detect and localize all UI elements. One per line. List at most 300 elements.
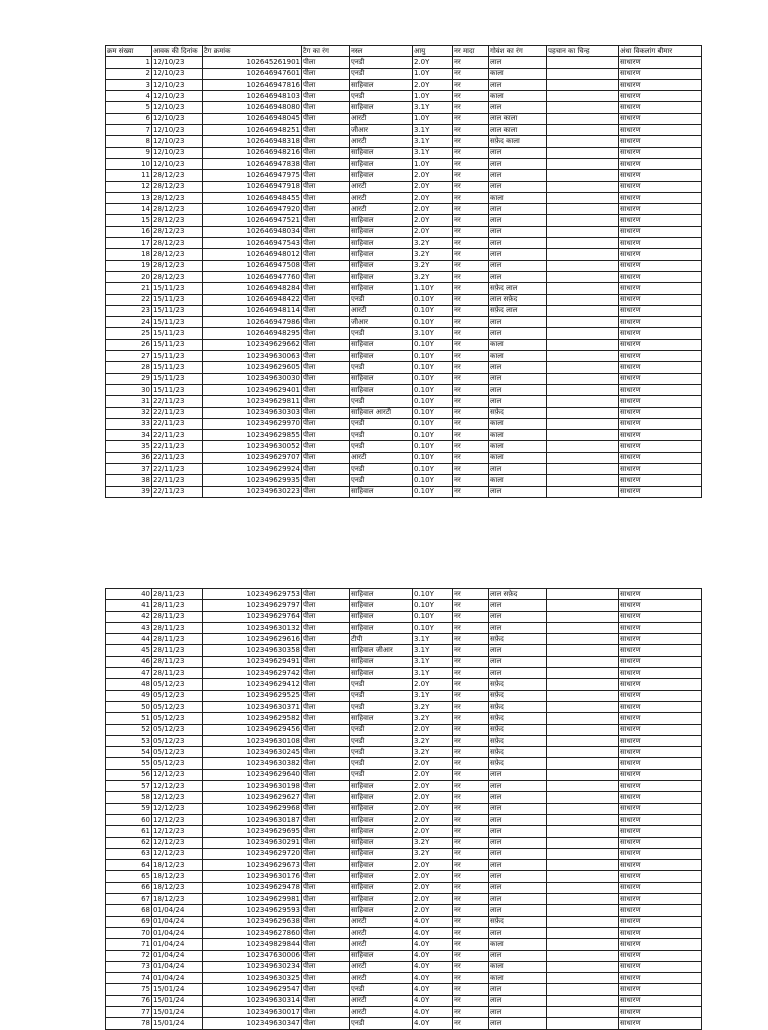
table-row [106,463,702,474]
cell-sex: नर [453,486,489,497]
cell-sex: नर [453,305,489,316]
cell-age: 3.1Y [413,102,453,113]
cell-tag-number: 102349629753 [203,589,302,600]
cell-tag-number: 102349629924 [203,463,302,474]
cell-serial-number: 75 [106,984,152,995]
cell-serial-number: 20 [106,271,152,282]
cell-sex: नर [453,622,489,633]
cell-arrival-date: 12/10/23 [152,102,203,113]
cell-serial-number: 66 [106,882,152,893]
cell-tag-color: पीला [302,215,350,226]
cell-sex: नर [453,939,489,950]
cell-health-status: साधारण [619,249,702,260]
cell-breed: एनडी [350,735,413,746]
cell-serial-number: 44 [106,634,152,645]
cell-tag-number: 102349629695 [203,826,302,837]
cell-tag-color: पीला [302,452,350,463]
cell-tag-color: पीला [302,418,350,429]
cell-tag-number: 102349630245 [203,747,302,758]
cell-age: 1.10Y [413,283,453,294]
cell-sex: नर [453,690,489,701]
cell-tag-color: पीला [302,170,350,181]
cell-breed: साहिवाल [350,894,413,905]
cell-sex: नर [453,283,489,294]
table-row [106,373,702,384]
cell-tag-number: 102349630303 [203,407,302,418]
cell-tag-number: 102349630132 [203,622,302,633]
cell-health-status: साधारण [619,724,702,735]
cell-serial-number: 27 [106,351,152,362]
cell-identification-mark [547,679,619,690]
cell-health-status: साधारण [619,362,702,373]
cell-sex: नर [453,68,489,79]
cell-tag-color: पीला [302,871,350,882]
cell-age: 0.10Y [413,384,453,395]
cell-arrival-date: 28/12/23 [152,192,203,203]
cell-identification-mark [547,645,619,656]
cell-identification-mark [547,57,619,68]
cell-cattle-color: लाल [489,656,547,667]
cell-arrival-date: 28/11/23 [152,645,203,656]
cell-identification-mark [547,950,619,961]
cell-cattle-color: लाल [489,950,547,961]
cell-serial-number: 70 [106,927,152,938]
table-row [106,339,702,350]
cell-cattle-color: काला [489,192,547,203]
cell-tag-color: पीला [302,113,350,124]
cell-health-status: साधारण [619,91,702,102]
cell-tag-color: पीला [302,192,350,203]
cell-age: 2.0Y [413,781,453,792]
cell-sex: नर [453,905,489,916]
cell-cattle-color: लाल सफ़ेद [489,294,547,305]
cell-health-status: साधारण [619,260,702,271]
cell-age: 4.0Y [413,973,453,984]
cell-identification-mark [547,837,619,848]
header-breed: नस्ल [350,46,413,57]
cell-age: 3.1Y [413,668,453,679]
cell-identification-mark [547,407,619,418]
header-health-status: अंधा विकलांग बीमार [619,46,702,57]
cell-arrival-date: 12/10/23 [152,125,203,136]
table-row [106,837,702,848]
table-row [106,418,702,429]
cell-identification-mark [547,894,619,905]
cell-serial-number: 43 [106,622,152,633]
cell-tag-number: 102646947760 [203,271,302,282]
table-row [106,882,702,893]
cell-serial-number: 21 [106,283,152,294]
cell-breed: एनडी [350,463,413,474]
cell-serial-number: 49 [106,690,152,701]
cell-cattle-color: लाल [489,317,547,328]
cell-sex: नर [453,894,489,905]
cell-identification-mark [547,589,619,600]
cell-breed: साहिवाल [350,950,413,961]
cell-health-status: साधारण [619,204,702,215]
cell-identification-mark [547,916,619,927]
cell-tag-number: 102646948103 [203,91,302,102]
cell-breed: एनडी [350,769,413,780]
cell-serial-number: 38 [106,475,152,486]
cell-sex: नर [453,418,489,429]
cell-cattle-color: लाल [489,260,547,271]
cell-health-status: साधारण [619,995,702,1006]
table-row [106,102,702,113]
cell-breed: साहिवाल [350,486,413,497]
cell-tag-color: पीला [302,758,350,769]
cell-identification-mark [547,147,619,158]
cell-tag-color: पीला [302,407,350,418]
table-row [106,984,702,995]
cell-arrival-date: 22/11/23 [152,486,203,497]
cell-breed: साहिवाल [350,170,413,181]
cell-arrival-date: 18/12/23 [152,882,203,893]
cell-age: 0.10Y [413,475,453,486]
cell-health-status: साधारण [619,271,702,282]
cell-sex: नर [453,102,489,113]
cell-serial-number: 42 [106,611,152,622]
cell-tag-number: 102646948045 [203,113,302,124]
cell-identification-mark [547,271,619,282]
cell-arrival-date: 22/11/23 [152,452,203,463]
cell-identification-mark [547,656,619,667]
cell-tag-color: पीला [302,181,350,192]
cell-sex: नर [453,634,489,645]
cell-sex: नर [453,679,489,690]
cell-health-status: साधारण [619,905,702,916]
cell-cattle-color: लाल काला [489,125,547,136]
cell-age: 2.0Y [413,181,453,192]
table-row [106,430,702,441]
cell-sex: नर [453,735,489,746]
cell-sex: नर [453,803,489,814]
cell-identification-mark [547,452,619,463]
cell-age: 2.0Y [413,679,453,690]
cell-identification-mark [547,973,619,984]
cell-serial-number: 57 [106,781,152,792]
header-tag-number: टैग क्रमांक [203,46,302,57]
cell-identification-mark [547,260,619,271]
cell-serial-number: 9 [106,147,152,158]
table-row [106,894,702,905]
cell-health-status: साधारण [619,656,702,667]
cell-arrival-date: 01/04/24 [152,973,203,984]
cell-tag-number: 102646948455 [203,192,302,203]
cell-sex: नर [453,984,489,995]
cell-health-status: साधारण [619,170,702,181]
cell-sex: नर [453,260,489,271]
cell-serial-number: 68 [106,905,152,916]
cell-health-status: साधारण [619,803,702,814]
cell-arrival-date: 28/12/23 [152,204,203,215]
cell-tag-color: पीला [302,238,350,249]
cell-tag-number: 102349629673 [203,860,302,871]
cell-tag-number: 102349630030 [203,373,302,384]
cell-serial-number: 74 [106,973,152,984]
table-row [106,396,702,407]
cell-identification-mark [547,396,619,407]
cell-serial-number: 67 [106,894,152,905]
cell-breed: एनडी [350,57,413,68]
cell-health-status: साधारण [619,713,702,724]
cell-identification-mark [547,905,619,916]
cell-cattle-color: लाल [489,882,547,893]
cell-arrival-date: 15/11/23 [152,384,203,395]
cell-arrival-date: 15/11/23 [152,339,203,350]
cell-age: 2.0Y [413,905,453,916]
cell-sex: नर [453,837,489,848]
cell-identification-mark [547,611,619,622]
cell-identification-mark [547,758,619,769]
cell-health-status: साधारण [619,848,702,859]
cell-health-status: साधारण [619,125,702,136]
cell-serial-number: 18 [106,249,152,260]
cell-health-status: साधारण [619,79,702,90]
cell-sex: नर [453,339,489,350]
cell-sex: नर [453,204,489,215]
table-row [106,226,702,237]
cell-health-status: साधारण [619,339,702,350]
cell-sex: नर [453,792,489,803]
cell-cattle-color: लाल [489,215,547,226]
cell-tag-number: 102646948114 [203,305,302,316]
cell-sex: नर [453,916,489,927]
table-row [106,713,702,724]
cell-cattle-color: लाल [489,181,547,192]
cell-tag-number: 102349630358 [203,645,302,656]
cell-breed: साहिवाल [350,102,413,113]
cell-cattle-color: सफ़ेद [489,916,547,927]
cell-health-status: साधारण [619,192,702,203]
cell-arrival-date: 12/12/23 [152,803,203,814]
cell-health-status: साधारण [619,973,702,984]
cell-breed: साहिवाल [350,226,413,237]
cell-tag-color: पीला [302,814,350,825]
table-row [106,939,702,950]
cell-cattle-color: काला [489,91,547,102]
cell-health-status: साधारण [619,283,702,294]
cell-cattle-color: लाल [489,1018,547,1029]
cell-breed: एनडी [350,441,413,452]
cell-sex: नर [453,452,489,463]
cell-serial-number: 34 [106,430,152,441]
cell-identification-mark [547,351,619,362]
cell-sex: नर [453,950,489,961]
cell-breed: साहिवाल [350,826,413,837]
cell-identification-mark [547,283,619,294]
cell-serial-number: 25 [106,328,152,339]
cell-identification-mark [547,373,619,384]
table-row [106,611,702,622]
cell-tag-number: 102349629525 [203,690,302,701]
table-body-page-2 [106,589,702,1030]
cell-identification-mark [547,781,619,792]
cell-breed: साहिवाल [350,814,413,825]
table-row [106,192,702,203]
table-row [106,294,702,305]
cell-cattle-color: लाल [489,486,547,497]
cell-tag-color: पीला [302,724,350,735]
cell-health-status: साधारण [619,373,702,384]
cell-tag-color: पीला [302,690,350,701]
table-row [106,1018,702,1029]
cell-breed: एनडी [350,68,413,79]
cell-identification-mark [547,317,619,328]
cell-tag-number: 102646947816 [203,79,302,90]
cell-arrival-date: 18/12/23 [152,860,203,871]
cell-sex: नर [453,656,489,667]
cell-age: 0.10Y [413,396,453,407]
cell-tag-number: 102349629547 [203,984,302,995]
cell-age: 2.0Y [413,814,453,825]
cell-age: 3.1Y [413,147,453,158]
cell-cattle-color: सफ़ेद लाल [489,305,547,316]
cell-tag-number: 102349629811 [203,396,302,407]
table-row [106,475,702,486]
cell-sex: नर [453,961,489,972]
cell-sex: नर [453,113,489,124]
cell-cattle-color: सफ़ेद [489,690,547,701]
cell-cattle-color: सफ़ेद [489,679,547,690]
cell-identification-mark [547,170,619,181]
cell-tag-number: 102646948318 [203,136,302,147]
cell-tag-number: 102349629616 [203,634,302,645]
cell-breed: आरटी [350,939,413,950]
cell-cattle-color: सफ़ेद [489,735,547,746]
cell-cattle-color: लाल [489,362,547,373]
cell-arrival-date: 01/04/24 [152,950,203,961]
cell-age: 0.10Y [413,351,453,362]
cell-age: 2.0Y [413,215,453,226]
cell-tag-color: पीला [302,735,350,746]
cell-serial-number: 3 [106,79,152,90]
cell-serial-number: 7 [106,125,152,136]
cell-age: 0.10Y [413,611,453,622]
table-row [106,486,702,497]
cell-sex: नर [453,294,489,305]
cell-health-status: साधारण [619,407,702,418]
cell-tag-number: 102349630052 [203,441,302,452]
cell-health-status: साधारण [619,860,702,871]
cell-cattle-color: लाल [489,204,547,215]
cell-serial-number: 33 [106,418,152,429]
cell-arrival-date: 15/11/23 [152,351,203,362]
cell-health-status: साधारण [619,102,702,113]
cell-tag-number: 102349629638 [203,916,302,927]
cell-tag-color: पीला [302,747,350,758]
cell-tag-color: पीला [302,463,350,474]
cell-breed: साहिवाल [350,600,413,611]
cell-health-status: साधारण [619,294,702,305]
table-row [106,826,702,837]
cell-age: 3.2Y [413,837,453,848]
cell-tag-color: पीला [302,226,350,237]
cell-age: 4.0Y [413,1006,453,1017]
cell-tag-color: पीला [302,600,350,611]
cell-identification-mark [547,79,619,90]
cell-breed: साहिवाल [350,905,413,916]
table-row [106,701,702,712]
cell-identification-mark [547,475,619,486]
cell-identification-mark [547,622,619,633]
cell-identification-mark [547,294,619,305]
cell-age: 4.0Y [413,961,453,972]
cell-tag-color: पीला [302,147,350,158]
cell-age: 4.0Y [413,950,453,961]
cell-serial-number: 54 [106,747,152,758]
cell-cattle-color: लाल [489,238,547,249]
header-tag-color: टैग का रंग [302,46,350,57]
cell-health-status: साधारण [619,181,702,192]
cell-breed: एनडी [350,475,413,486]
cell-arrival-date: 15/01/24 [152,1006,203,1017]
cell-cattle-color: लाल [489,373,547,384]
cell-identification-mark [547,690,619,701]
cell-tag-number: 102646947601 [203,68,302,79]
cell-cattle-color: लाल [489,995,547,1006]
cell-tag-color: पीला [302,645,350,656]
cell-arrival-date: 12/12/23 [152,814,203,825]
cell-serial-number: 23 [106,305,152,316]
cell-breed: साहिवाल [350,283,413,294]
cell-identification-mark [547,860,619,871]
cell-health-status: साधारण [619,792,702,803]
cell-identification-mark [547,486,619,497]
cell-age: 2.0Y [413,826,453,837]
cell-serial-number: 72 [106,950,152,961]
cell-serial-number: 5 [106,102,152,113]
cell-sex: नर [453,57,489,68]
cell-health-status: साधारण [619,317,702,328]
cell-age: 1.0Y [413,91,453,102]
cell-identification-mark [547,803,619,814]
cell-arrival-date: 22/11/23 [152,475,203,486]
cell-identification-mark [547,362,619,373]
cell-identification-mark [547,713,619,724]
cell-arrival-date: 15/01/24 [152,995,203,1006]
cell-serial-number: 55 [106,758,152,769]
cell-serial-number: 77 [106,1006,152,1017]
table-row [106,362,702,373]
cell-cattle-color: लाल [489,814,547,825]
cell-health-status: साधारण [619,837,702,848]
cell-breed: आरटी [350,204,413,215]
cell-cattle-color: लाल [489,226,547,237]
cell-cattle-color: सफ़ेद [489,701,547,712]
cell-serial-number: 73 [106,961,152,972]
spreadsheet-page-2 [105,588,702,1030]
header-serial-number: क्रम संख्या [106,46,152,57]
cell-age: 4.0Y [413,939,453,950]
cell-arrival-date: 01/04/24 [152,927,203,938]
cell-sex: नर [453,826,489,837]
cell-sex: नर [453,158,489,169]
cell-breed: आरटी [350,452,413,463]
cell-identification-mark [547,238,619,249]
cell-breed: साहिवाल [350,147,413,158]
cell-tag-number: 102349829844 [203,939,302,950]
cell-cattle-color: काला [489,441,547,452]
cell-cattle-color: लाल सफ़ेद [489,589,547,600]
cell-arrival-date: 28/12/23 [152,238,203,249]
cell-tag-color: पीला [302,984,350,995]
cell-cattle-color: लाल [489,894,547,905]
cell-tag-number: 102646947975 [203,170,302,181]
cell-breed: साहिवाल [350,803,413,814]
cell-health-status: साधारण [619,622,702,633]
cell-health-status: साधारण [619,384,702,395]
